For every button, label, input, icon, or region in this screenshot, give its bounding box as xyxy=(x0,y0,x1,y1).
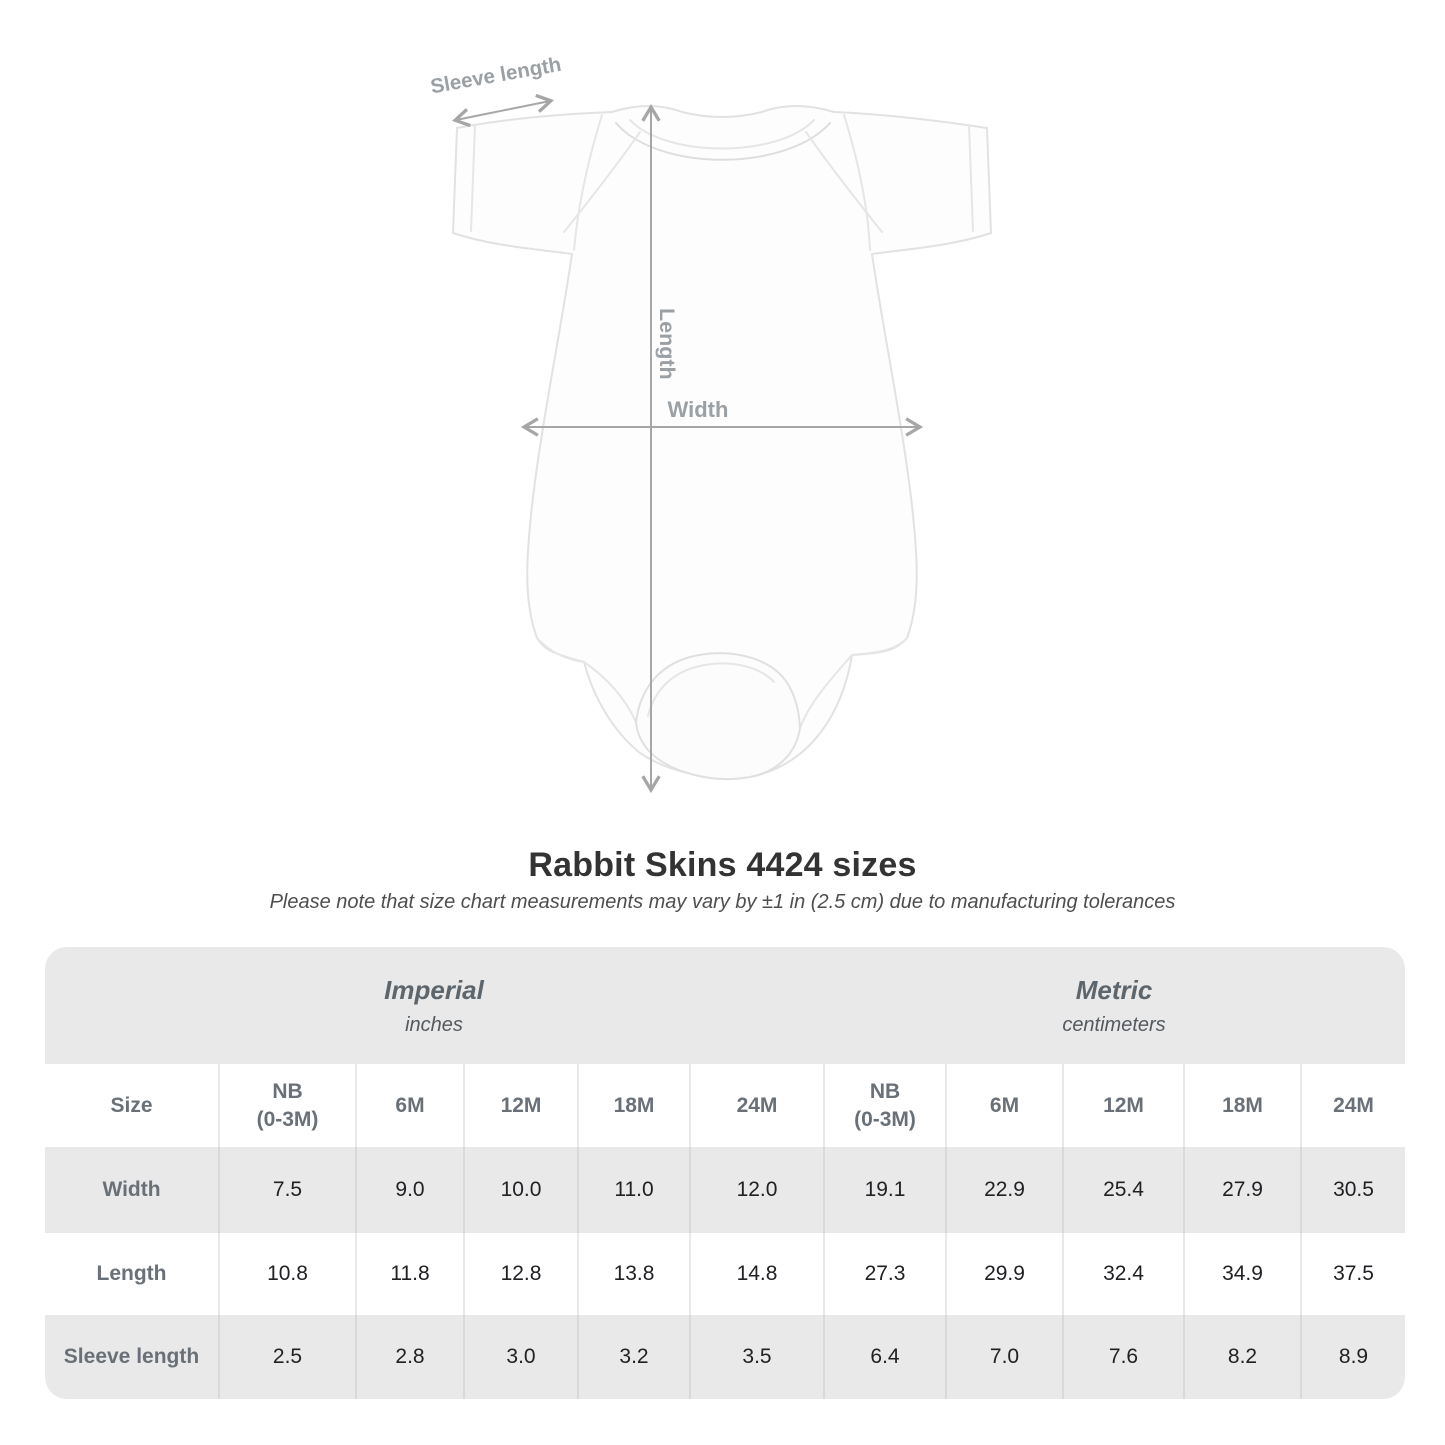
width-label: Width xyxy=(667,397,729,422)
sleeve-length-label: Sleeve length xyxy=(428,52,563,99)
col-header-metric-24m: 24M xyxy=(1300,1064,1405,1147)
width-imperial-18m: 11.0 xyxy=(577,1147,689,1233)
length-imperial-6m: 11.8 xyxy=(355,1233,463,1315)
width-metric-24m: 30.5 xyxy=(1300,1147,1405,1233)
page-title: Rabbit Skins 4424 sizes xyxy=(528,846,917,884)
sleeve-metric-24m: 8.9 xyxy=(1300,1315,1405,1399)
width-imperial-24m: 12.0 xyxy=(689,1147,823,1233)
sleeve-imperial-nb: 2.5 xyxy=(218,1315,355,1399)
width-metric-18m: 27.9 xyxy=(1183,1147,1300,1233)
width-imperial-6m: 9.0 xyxy=(355,1147,463,1233)
imperial-unit: inches xyxy=(405,1013,463,1036)
length-metric-6m: 29.9 xyxy=(945,1233,1062,1315)
length-label: Length xyxy=(655,308,679,380)
sleeve-metric-12m: 7.6 xyxy=(1062,1315,1183,1399)
col-header-metric-6m: 6M xyxy=(945,1064,1062,1147)
imperial-title: Imperial xyxy=(384,974,484,1005)
metric-unit: centimeters xyxy=(1062,1013,1166,1036)
length-metric-18m: 34.9 xyxy=(1183,1233,1300,1315)
size-column-header: Size xyxy=(45,1064,218,1147)
row-label-width: Width xyxy=(45,1147,218,1233)
width-imperial-nb: 7.5 xyxy=(218,1147,355,1233)
row-label-sleeve-length: Sleeve length xyxy=(45,1315,218,1399)
sleeve-metric-nb: 6.4 xyxy=(823,1315,945,1399)
sleeve-metric-18m: 8.2 xyxy=(1183,1315,1300,1399)
width-imperial-12m: 10.0 xyxy=(463,1147,577,1233)
width-metric-6m: 22.9 xyxy=(945,1147,1062,1233)
length-imperial-nb: 10.8 xyxy=(218,1233,355,1315)
length-metric-12m: 32.4 xyxy=(1062,1233,1183,1315)
sleeve-imperial-24m: 3.5 xyxy=(689,1315,823,1399)
sleeve-metric-6m: 7.0 xyxy=(945,1315,1062,1399)
sleeve-imperial-6m: 2.8 xyxy=(355,1315,463,1399)
col-header-metric-12m: 12M xyxy=(1062,1064,1183,1147)
col-header-imperial-18m: 18M xyxy=(577,1064,689,1147)
length-imperial-18m: 13.8 xyxy=(577,1233,689,1315)
col-header-imperial-6m: 6M xyxy=(355,1064,463,1147)
col-header-metric-nb: NB (0-3M) xyxy=(823,1064,945,1147)
length-metric-nb: 27.3 xyxy=(823,1233,945,1315)
length-metric-24m: 37.5 xyxy=(1300,1233,1405,1315)
sleeve-imperial-12m: 3.0 xyxy=(463,1315,577,1399)
width-metric-12m: 25.4 xyxy=(1062,1147,1183,1233)
metric-band xyxy=(823,947,1405,1064)
length-imperial-24m: 14.8 xyxy=(689,1233,823,1315)
length-imperial-12m: 12.8 xyxy=(463,1233,577,1315)
row-label-length: Length xyxy=(45,1233,218,1315)
page-subtitle: Please note that size chart measurements may vary by ±1 in (2.5 cm) due to manufacturing tolerances xyxy=(269,891,1176,913)
col-header-imperial-nb: NB (0-3M) xyxy=(218,1064,355,1147)
size-table xyxy=(45,947,1405,1399)
col-header-imperial-12m: 12M xyxy=(463,1064,577,1147)
width-metric-nb: 19.1 xyxy=(823,1147,945,1233)
col-header-imperial-24m: 24M xyxy=(689,1064,823,1147)
crotch-snap-flap xyxy=(636,653,800,779)
col-header-metric-18m: 18M xyxy=(1183,1064,1300,1147)
sleeve-imperial-18m: 3.2 xyxy=(577,1315,689,1399)
imperial-band xyxy=(45,947,823,1064)
metric-title: Metric xyxy=(1075,974,1153,1005)
